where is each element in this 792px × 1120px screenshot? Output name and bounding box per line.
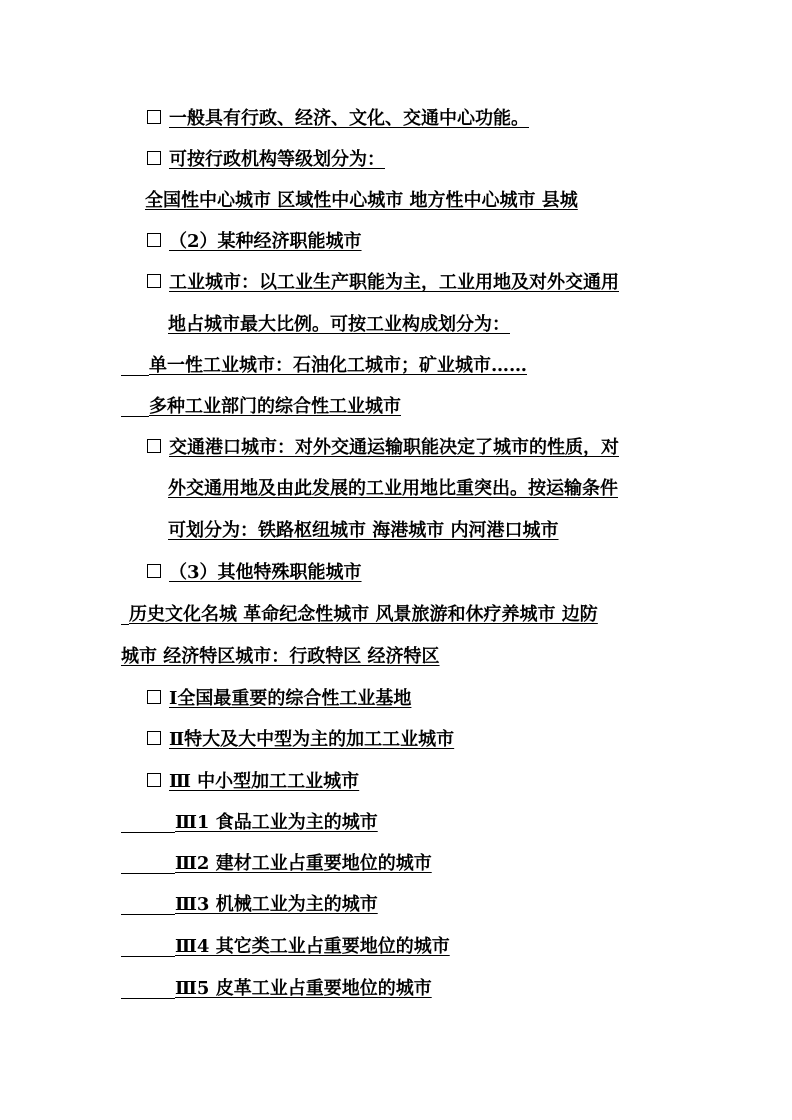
underline-leader <box>121 600 129 625</box>
checkbox-icon <box>147 110 161 124</box>
text-line <box>121 890 378 920</box>
line-text: （3）其他特殊职能城市 <box>169 562 362 583</box>
checkbox-icon <box>147 731 161 745</box>
text-line <box>121 808 378 838</box>
line-text: Ⅰ全国最重要的综合性工业基地 <box>169 688 412 709</box>
checkbox-icon <box>147 233 161 247</box>
bullet-line <box>147 145 385 175</box>
checkbox-icon <box>147 439 161 453</box>
text-line <box>121 600 598 630</box>
text-line <box>121 351 527 381</box>
line-text: 交通港口城市：对外交通运输职能决定了城市的性质，对 <box>169 437 619 458</box>
checkbox-icon <box>147 690 161 704</box>
underline-leader <box>121 392 149 417</box>
line-text: Ⅲ4 其它类工业占重要地位的城市 <box>175 936 450 957</box>
line-text: Ⅲ 中小型加工工业城市 <box>169 771 360 792</box>
bullet-line <box>147 684 411 714</box>
bullet-line <box>147 433 619 463</box>
underline-leader <box>121 351 149 376</box>
underline-leader <box>121 932 175 957</box>
line-text: Ⅲ1 食品工业为主的城市 <box>175 812 378 833</box>
checkbox-icon <box>147 274 161 288</box>
line-text: 一般具有行政、经济、文化、交通中心功能。 <box>169 108 529 129</box>
text-line <box>121 932 450 962</box>
underline-leader <box>121 890 175 915</box>
line-text: Ⅲ3 机械工业为主的城市 <box>175 894 378 915</box>
text-line <box>121 392 401 422</box>
text-line <box>168 310 510 340</box>
line-text: （2）某种经济职能城市 <box>169 231 362 252</box>
underline-leader <box>121 808 175 833</box>
underline-leader <box>121 849 175 874</box>
checkbox-icon <box>147 564 161 578</box>
bullet-line <box>147 558 362 588</box>
line-text: 外交通用地及由此发展的工业用地比重突出。按运输条件 <box>168 478 618 499</box>
text-line <box>168 516 559 546</box>
text-line <box>121 642 440 672</box>
text-line <box>168 474 618 504</box>
line-text: 地占城市最大比例。可按工业构成划分为： <box>168 314 510 335</box>
line-text: Ⅲ5 皮革工业占重要地位的城市 <box>175 978 432 999</box>
text-line <box>121 974 432 1004</box>
line-text: Ⅱ特大及大中型为主的加工工业城市 <box>169 729 455 750</box>
underline-leader <box>121 974 175 999</box>
line-text: 可按行政机构等级划分为： <box>169 149 385 170</box>
line-text: Ⅲ2 建材工业占重要地位的城市 <box>175 853 432 874</box>
text-line <box>121 849 432 879</box>
line-text: 多种工业部门的综合性工业城市 <box>149 396 401 417</box>
line-text: 城市 经济特区城市：行政特区 经济特区 <box>121 646 440 667</box>
bullet-line <box>147 227 362 257</box>
bullet-line <box>147 767 359 797</box>
checkbox-icon <box>147 773 161 787</box>
line-text: 单一性工业城市：石油化工城市；矿业城市…… <box>149 355 527 376</box>
text-line <box>145 186 578 216</box>
bullet-line <box>147 725 454 755</box>
line-text: 历史文化名城 革命纪念性城市 风景旅游和休疗养城市 边防 <box>129 604 598 625</box>
checkbox-icon <box>147 151 161 165</box>
line-text: 全国性中心城市 区域性中心城市 地方性中心城市 县城 <box>145 190 578 211</box>
line-text: 可划分为：铁路枢纽城市 海港城市 内河港口城市 <box>168 520 559 541</box>
bullet-line <box>147 268 619 298</box>
line-text: 工业城市：以工业生产职能为主，工业用地及对外交通用 <box>169 272 619 293</box>
bullet-line <box>147 104 529 134</box>
